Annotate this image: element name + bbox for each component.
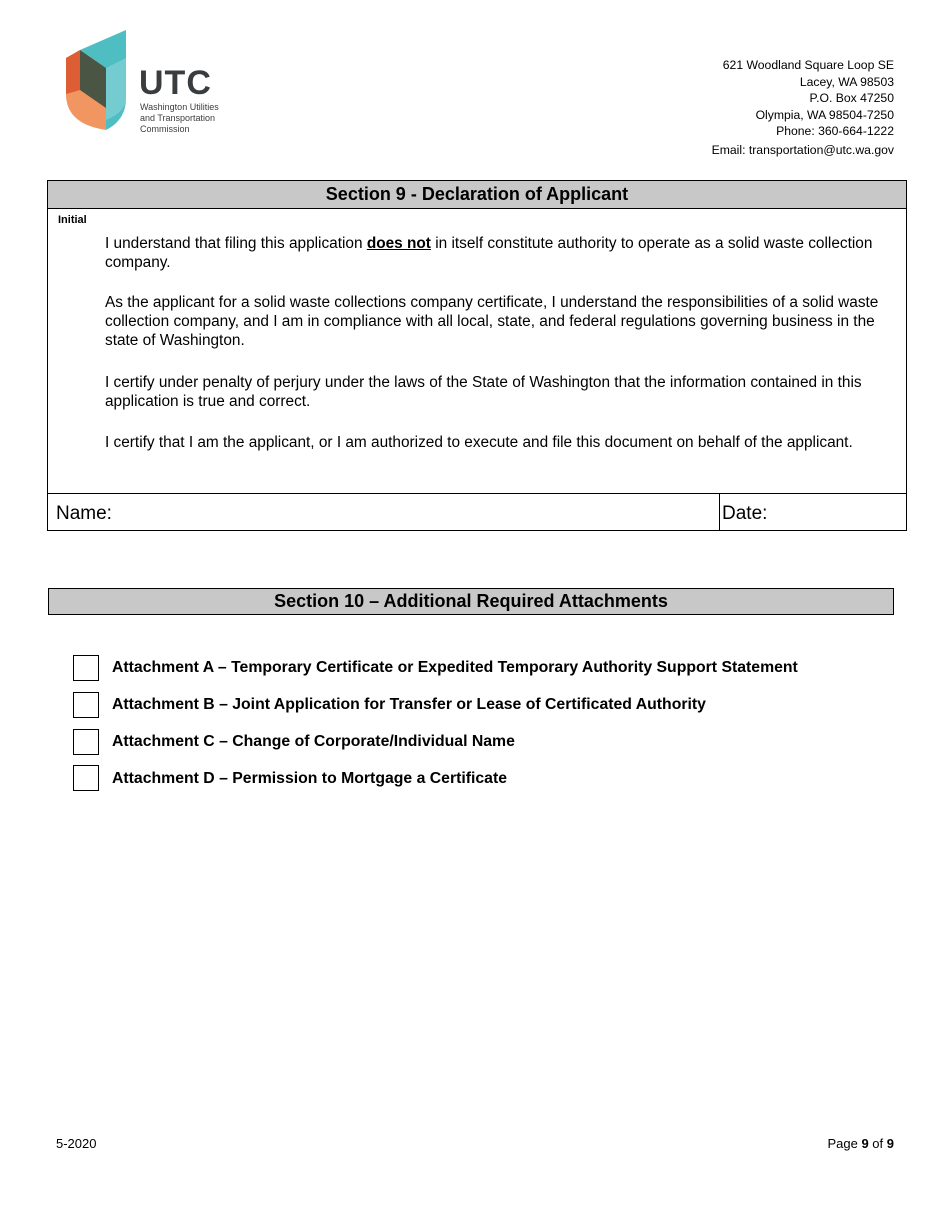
agency-address [712,57,894,159]
logo-subtitle: Washington Utilities and Transportation Commission [140,102,219,134]
declaration-paragraph-3: I certify under penalty of perjury under the laws of the State of Washington that the information contained in this application is true and correct. [105,374,862,410]
attachment-b-checkbox[interactable] [73,692,99,718]
signature-row [47,493,907,531]
emphasis-does-not: does not [366,235,431,252]
initial-label: Initial [58,214,87,226]
page-number: Page 9 of 9 [827,1136,894,1151]
attachment-c-label: Attachment C – Change of Corporate/Individual Name [112,733,515,750]
attachment-a-checkbox[interactable] [73,655,99,681]
utc-logo [62,28,232,134]
attachment-d-label: Attachment D – Permission to Mortgage a Certificate [112,770,508,787]
date-field[interactable]: Date: [722,503,768,524]
revision-date: 5-2020 [56,1136,97,1151]
address-po-city: Olympia, WA 98504-7250 [755,107,894,122]
attachment-c-checkbox[interactable] [73,729,99,755]
address-phone: Phone: 360-664-1222 [776,124,894,139]
section-9-header: Section 9 - Declaration of Applicant [47,180,907,209]
address-po-box: P.O. Box 47250 [809,91,894,106]
name-label: Name: [56,503,112,524]
address-email: Email: transportation@utc.wa.gov [711,142,894,157]
address-street: 621 Woodland Square Loop SE [722,58,894,72]
attachment-d-checkbox[interactable] [73,765,99,791]
logo-text: UTC [139,64,212,102]
declaration-paragraph-1: I understand that filing this application does not in itself constitute authority to operate as a solid waste collection company. [105,235,877,271]
utc-logo-mark-icon [62,28,132,134]
address-city: Lacey, WA 98503 [799,74,894,89]
attachment-b-label: Attachment B – Joint Application for Transfer or Lease of Certificated Authority [112,696,706,713]
declaration-paragraph-4: I certify that I am the applicant, or I am authorized to execute and file this document on behalf of the applicant. [105,434,853,451]
attachment-a-label: Attachment A – Temporary Certificate or Expedited Temporary Authority Support Statement [112,659,798,676]
name-field[interactable] [48,494,720,530]
section-10-header: Section 10 – Additional Required Attachments [48,588,894,615]
declaration-paragraph-2: As the applicant for a solid waste collections company certificate, I understand the responsibilities of a solid waste collection company, and I am in compliance with all local, state, and federal regulations governing business in the state of Washington. [105,294,879,349]
